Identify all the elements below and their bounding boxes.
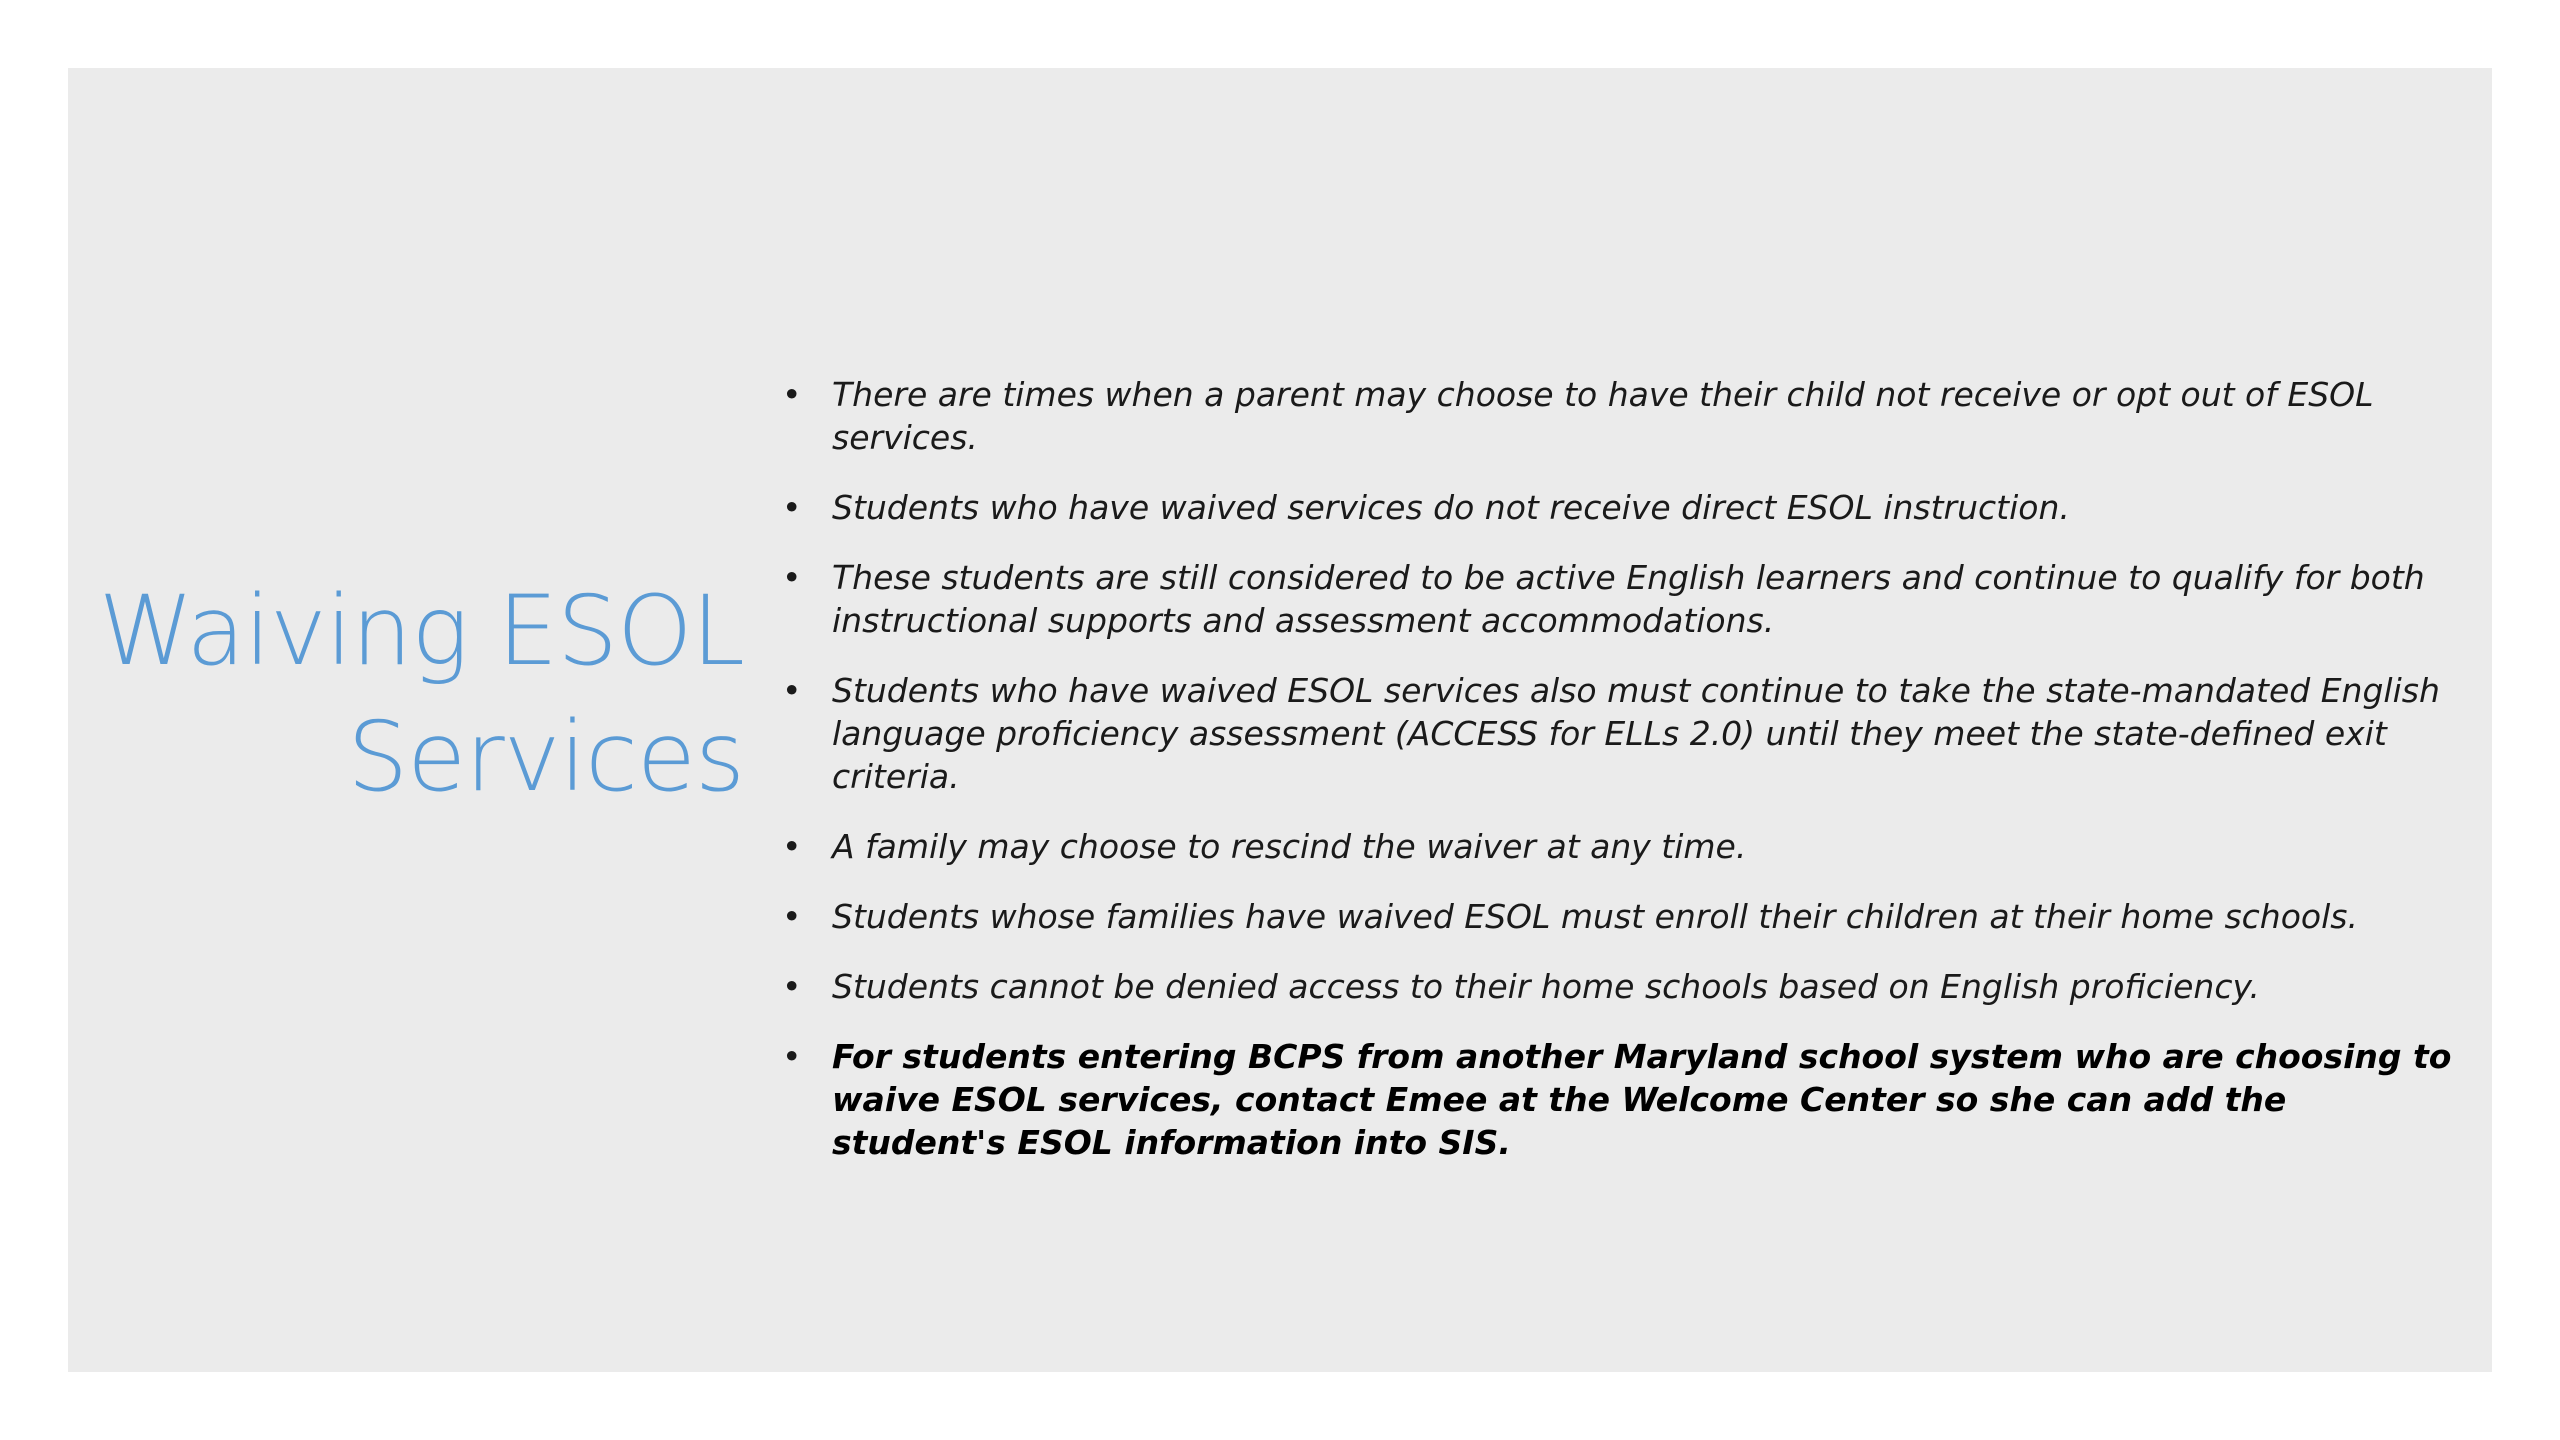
bullet-dot: • <box>782 897 802 936</box>
bullet-dot: • <box>782 967 802 1006</box>
bullet-dot: • <box>782 558 802 597</box>
bullet-dot: • <box>782 375 802 414</box>
bullet-text: Students whose families have waived ESOL must enroll their children at their home schools. <box>832 897 2358 936</box>
bullet-item <box>782 486 2462 529</box>
bullet-text: Students who have waived services do not receive direct ESOL instruction. <box>832 488 2070 527</box>
bullet-text: Students cannot be denied access to their home schools based on English proficiency. <box>832 967 2260 1006</box>
bullet-text: These students are still considered to be active English learners and continue to qualify for both instructional supports and assessment accommodations. <box>832 558 2425 640</box>
bullet-item <box>782 669 2462 798</box>
bullet-item <box>782 825 2462 868</box>
bullet-text: A family may choose to rescind the waiver at any time. <box>832 827 1747 866</box>
bullet-item <box>782 895 2462 938</box>
slide-title <box>68 568 744 820</box>
bullet-dot: • <box>782 488 802 527</box>
bullet-dot: • <box>782 671 802 710</box>
slide-title-line-1: Waiving ESOL <box>98 575 744 687</box>
bullet-text: Students who have waived ESOL services also must continue to take the state-mandated English language proficiency assessment (ACCESS for ELLs 2.0) until they meet the state-defined exit criteria. <box>832 671 2440 796</box>
bullet-item-bold <box>782 1035 2462 1164</box>
bullet-text: There are times when a parent may choose to have their child not receive or opt out of ESOL services. <box>832 375 2374 457</box>
bullet-dot: • <box>782 1037 802 1076</box>
slide-title-line-2: Services <box>347 701 744 813</box>
slide <box>68 68 2492 1372</box>
bullet-list <box>782 373 2462 1191</box>
bullet-item <box>782 556 2462 642</box>
bullet-item <box>782 373 2462 459</box>
bullet-dot: • <box>782 827 802 866</box>
bullet-item <box>782 965 2462 1008</box>
bullet-text: For students entering BCPS from another Maryland school system who are choosing to waive ESOL services, contact Emee at the Welcome Center so she can add the student's ESOL information into SIS. <box>832 1037 2452 1162</box>
